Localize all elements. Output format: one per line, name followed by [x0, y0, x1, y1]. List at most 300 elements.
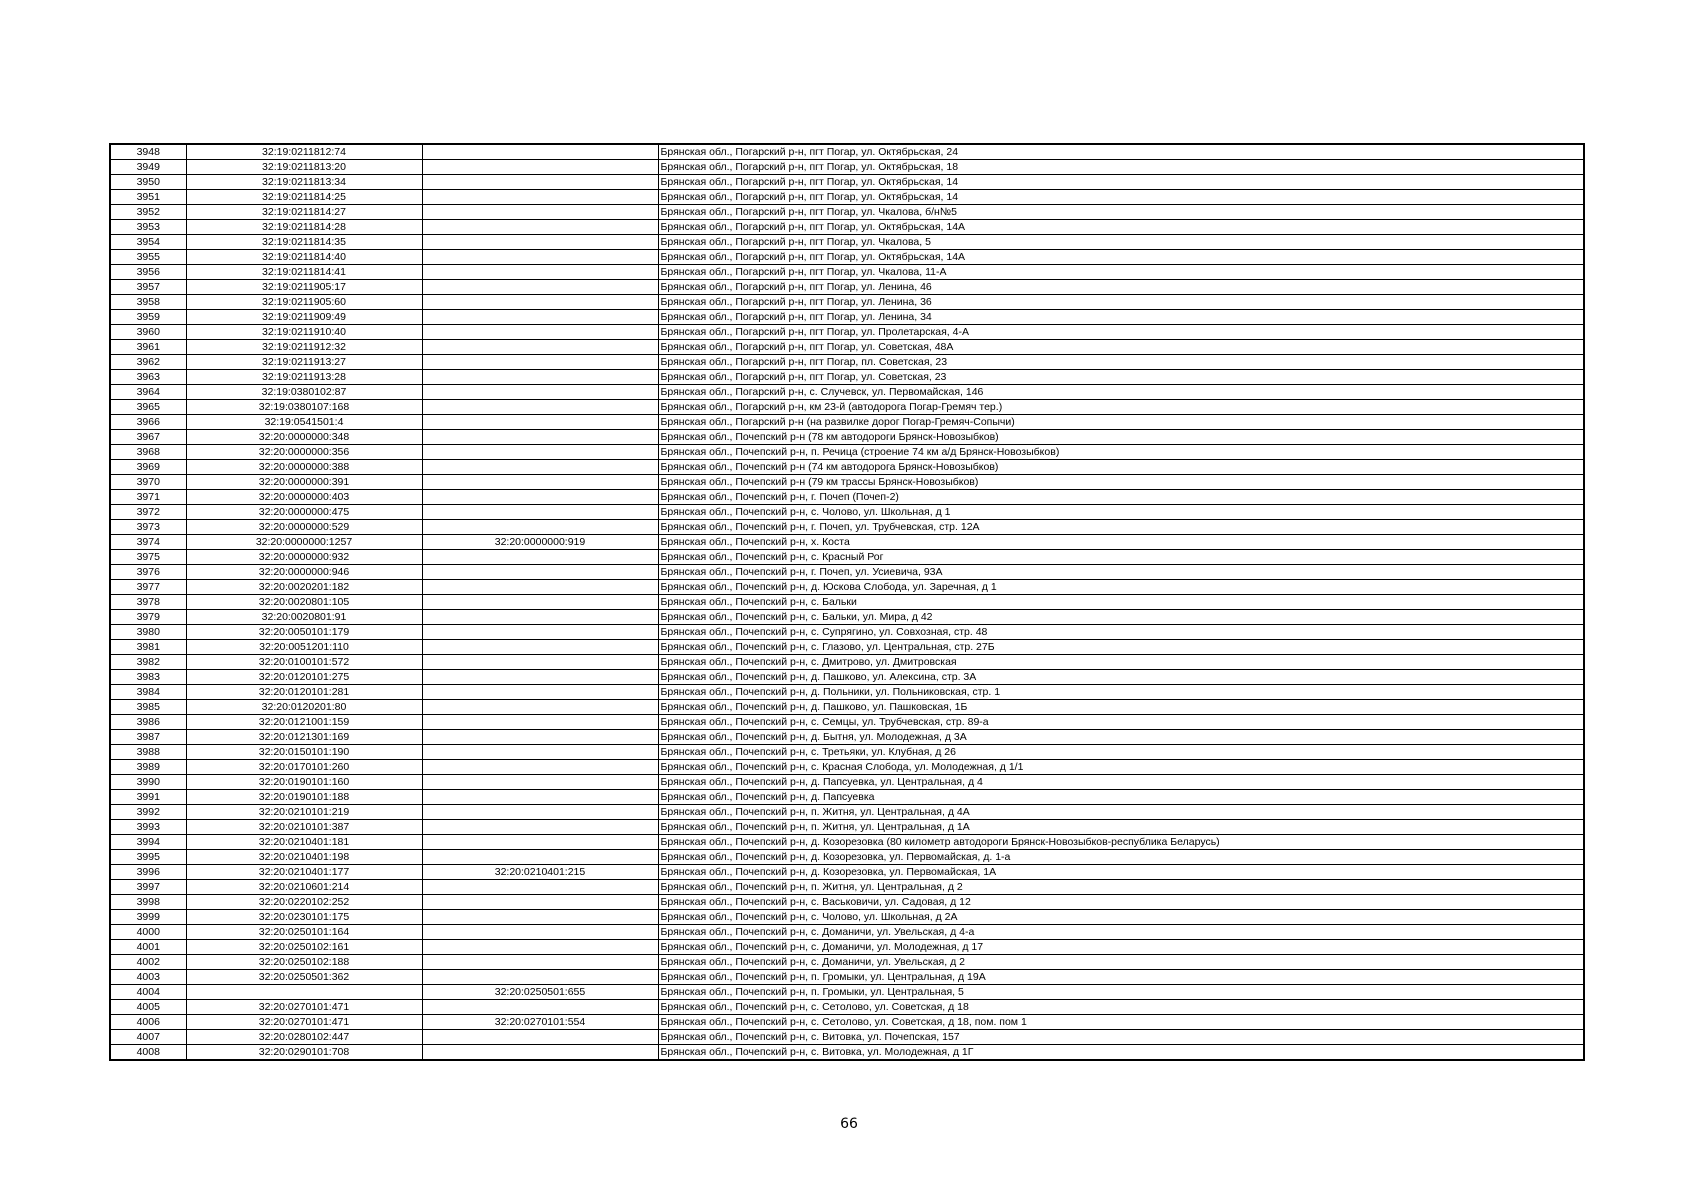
row-number-cell: 3987	[110, 730, 186, 745]
row-number-cell: 4007	[110, 1030, 186, 1045]
address-cell: Брянская обл., Погарский р-н, пгт Погар, ул. Октябрьская, 14А	[658, 220, 1584, 235]
address-cell: Брянская обл., Почепский р-н (79 км трассы Брянск-Новозыбков)	[658, 475, 1584, 490]
row-number-cell: 3961	[110, 340, 186, 355]
row-number-cell: 3994	[110, 835, 186, 850]
cadastral-number-cell: 32:20:0220102:252	[186, 895, 422, 910]
table-row	[110, 655, 1584, 670]
row-number-cell: 4005	[110, 1000, 186, 1015]
registry-table-body	[110, 144, 1584, 1060]
row-number-cell: 3986	[110, 715, 186, 730]
row-number-cell: 3956	[110, 265, 186, 280]
secondary-cadastral-number-cell	[422, 880, 658, 895]
cadastral-number-cell: 32:20:0250101:164	[186, 925, 422, 940]
address-cell: Брянская обл., Почепский р-н, с. Семцы, ул. Трубчевская, стр. 89-а	[658, 715, 1584, 730]
cadastral-number-cell: 32:20:0120101:281	[186, 685, 422, 700]
table-row	[110, 820, 1584, 835]
table-row	[110, 175, 1584, 190]
table-row	[110, 970, 1584, 985]
cadastral-number-cell: 32:20:0210101:387	[186, 820, 422, 835]
row-number-cell: 3998	[110, 895, 186, 910]
cadastral-number-cell: 32:20:0000000:1257	[186, 535, 422, 550]
address-cell: Брянская обл., Почепский р-н, с. Сетолово, ул. Советская, д 18	[658, 1000, 1584, 1015]
table-row	[110, 550, 1584, 565]
secondary-cadastral-number-cell	[422, 144, 658, 160]
table-row	[110, 715, 1584, 730]
secondary-cadastral-number-cell	[422, 700, 658, 715]
table-row	[110, 400, 1584, 415]
row-number-cell: 4003	[110, 970, 186, 985]
table-row	[110, 745, 1584, 760]
cadastral-number-cell: 32:20:0210101:219	[186, 805, 422, 820]
table-row	[110, 430, 1584, 445]
secondary-cadastral-number-cell	[422, 1030, 658, 1045]
cadastral-number-cell: 32:20:0000000:946	[186, 565, 422, 580]
secondary-cadastral-number-cell: 32:20:0000000:919	[422, 535, 658, 550]
table-row	[110, 760, 1584, 775]
row-number-cell: 3952	[110, 205, 186, 220]
row-number-cell: 3974	[110, 535, 186, 550]
secondary-cadastral-number-cell	[422, 385, 658, 400]
page-number: 66	[840, 1116, 858, 1132]
secondary-cadastral-number-cell: 32:20:0210401:215	[422, 865, 658, 880]
cadastral-number-cell: 32:20:0210401:198	[186, 850, 422, 865]
cadastral-number-cell: 32:20:0120201:80	[186, 700, 422, 715]
row-number-cell: 3995	[110, 850, 186, 865]
row-number-cell: 3954	[110, 235, 186, 250]
row-number-cell: 3971	[110, 490, 186, 505]
row-number-cell: 3967	[110, 430, 186, 445]
cadastral-number-cell: 32:20:0210601:214	[186, 880, 422, 895]
row-number-cell: 3964	[110, 385, 186, 400]
address-cell: Брянская обл., Почепский р-н, г. Почеп, ул. Усиевича, 93А	[658, 565, 1584, 580]
address-cell: Брянская обл., Почепский р-н, с. Чолово, ул. Школьная, д 2А	[658, 910, 1584, 925]
cadastral-number-cell: 32:19:0211912:32	[186, 340, 422, 355]
address-cell: Брянская обл., Погарский р-н, пгт Погар, пл. Советская, 23	[658, 355, 1584, 370]
row-number-cell: 3981	[110, 640, 186, 655]
row-number-cell: 3977	[110, 580, 186, 595]
secondary-cadastral-number-cell	[422, 280, 658, 295]
address-cell: Брянская обл., Почепский р-н, п. Громыки, ул. Центральная, д 19А	[658, 970, 1584, 985]
cadastral-number-cell: 32:20:0280102:447	[186, 1030, 422, 1045]
address-cell: Брянская обл., Почепский р-н, д. Пашково, ул. Алексина, стр. 3А	[658, 670, 1584, 685]
secondary-cadastral-number-cell	[422, 940, 658, 955]
secondary-cadastral-number-cell	[422, 190, 658, 205]
cadastral-number-cell: 32:20:0270101:471	[186, 1015, 422, 1030]
secondary-cadastral-number-cell	[422, 220, 658, 235]
secondary-cadastral-number-cell	[422, 595, 658, 610]
address-cell: Брянская обл., Почепский р-н (78 км автодороги Брянск-Новозыбков)	[658, 430, 1584, 445]
row-number-cell: 3975	[110, 550, 186, 565]
row-number-cell: 3996	[110, 865, 186, 880]
address-cell: Брянская обл., Почепский р-н, д. Польники, ул. Польниковская, стр. 1	[658, 685, 1584, 700]
secondary-cadastral-number-cell	[422, 775, 658, 790]
row-number-cell: 3992	[110, 805, 186, 820]
table-row	[110, 700, 1584, 715]
secondary-cadastral-number-cell	[422, 625, 658, 640]
secondary-cadastral-number-cell	[422, 400, 658, 415]
address-cell: Брянская обл., Почепский р-н (74 км автодорога Брянск-Новозыбков)	[658, 460, 1584, 475]
row-number-cell: 3966	[110, 415, 186, 430]
table-row	[110, 160, 1584, 175]
table-row	[110, 535, 1584, 550]
secondary-cadastral-number-cell	[422, 325, 658, 340]
row-number-cell: 3976	[110, 565, 186, 580]
address-cell: Брянская обл., Погарский р-н, с. Случевск, ул. Первомайская, 146	[658, 385, 1584, 400]
secondary-cadastral-number-cell	[422, 235, 658, 250]
table-row	[110, 1000, 1584, 1015]
address-cell: Брянская обл., Погарский р-н, пгт Погар, ул. Пролетарская, 4-А	[658, 325, 1584, 340]
cadastral-number-cell: 32:20:0000000:932	[186, 550, 422, 565]
secondary-cadastral-number-cell	[422, 955, 658, 970]
address-cell: Брянская обл., Почепский р-н, с. Третьяки, ул. Клубная, д 26	[658, 745, 1584, 760]
secondary-cadastral-number-cell	[422, 805, 658, 820]
secondary-cadastral-number-cell: 32:20:0270101:554	[422, 1015, 658, 1030]
cadastral-number-cell: 32:20:0250501:362	[186, 970, 422, 985]
cadastral-number-cell: 32:20:0230101:175	[186, 910, 422, 925]
secondary-cadastral-number-cell	[422, 550, 658, 565]
secondary-cadastral-number-cell	[422, 925, 658, 940]
secondary-cadastral-number-cell	[422, 175, 658, 190]
secondary-cadastral-number-cell	[422, 715, 658, 730]
table-row	[110, 250, 1584, 265]
cadastral-number-cell	[186, 985, 422, 1000]
table-row	[110, 490, 1584, 505]
table-row	[110, 640, 1584, 655]
secondary-cadastral-number-cell	[422, 460, 658, 475]
secondary-cadastral-number-cell	[422, 430, 658, 445]
table-row	[110, 370, 1584, 385]
address-cell: Брянская обл., Погарский р-н, пгт Погар, ул. Октябрьская, 14	[658, 175, 1584, 190]
cadastral-number-cell: 32:19:0211913:27	[186, 355, 422, 370]
row-number-cell: 3969	[110, 460, 186, 475]
row-number-cell: 3948	[110, 144, 186, 160]
row-number-cell: 3988	[110, 745, 186, 760]
address-cell: Брянская обл., Почепский р-н, с. Васьковичи, ул. Садовая, д 12	[658, 895, 1584, 910]
address-cell: Брянская обл., Почепский р-н, х. Коста	[658, 535, 1584, 550]
table-row	[110, 310, 1584, 325]
address-cell: Брянская обл., Почепский р-н, с. Сетолово, ул. Советская, д 18, пом. пом 1	[658, 1015, 1584, 1030]
table-row	[110, 685, 1584, 700]
secondary-cadastral-number-cell	[422, 640, 658, 655]
table-row	[110, 565, 1584, 580]
table-row	[110, 280, 1584, 295]
address-cell: Брянская обл., Погарский р-н, пгт Погар, ул. Ленина, 36	[658, 295, 1584, 310]
row-number-cell: 3990	[110, 775, 186, 790]
secondary-cadastral-number-cell	[422, 610, 658, 625]
address-cell: Брянская обл., Почепский р-н, п. Громыки, ул. Центральная, 5	[658, 985, 1584, 1000]
cadastral-number-cell: 32:20:0020801:91	[186, 610, 422, 625]
cadastral-number-cell: 32:19:0211814:40	[186, 250, 422, 265]
cadastral-number-cell: 32:19:0211909:49	[186, 310, 422, 325]
table-row	[110, 790, 1584, 805]
cadastral-number-cell: 32:20:0000000:475	[186, 505, 422, 520]
address-cell: Брянская обл., Почепский р-н, с. Дмитрово, ул. Дмитровская	[658, 655, 1584, 670]
table-row	[110, 940, 1584, 955]
address-cell: Брянская обл., Погарский р-н, пгт Погар, ул. Чкалова, 11-А	[658, 265, 1584, 280]
row-number-cell: 4006	[110, 1015, 186, 1030]
cadastral-number-cell: 32:19:0211913:28	[186, 370, 422, 385]
secondary-cadastral-number-cell	[422, 580, 658, 595]
address-cell: Брянская обл., Почепский р-н, с. Глазово, ул. Центральная, стр. 27Б	[658, 640, 1584, 655]
table-row	[110, 340, 1584, 355]
table-row	[110, 865, 1584, 880]
row-number-cell: 3982	[110, 655, 186, 670]
secondary-cadastral-number-cell	[422, 970, 658, 985]
cadastral-number-cell: 32:20:0020201:182	[186, 580, 422, 595]
cadastral-number-cell: 32:20:0000000:348	[186, 430, 422, 445]
row-number-cell: 4000	[110, 925, 186, 940]
row-number-cell: 3962	[110, 355, 186, 370]
table-row	[110, 220, 1584, 235]
address-cell: Брянская обл., Почепский р-н, д. Папсуевка	[658, 790, 1584, 805]
cadastral-number-cell: 32:20:0270101:471	[186, 1000, 422, 1015]
row-number-cell: 3968	[110, 445, 186, 460]
table-row	[110, 355, 1584, 370]
row-number-cell: 3955	[110, 250, 186, 265]
cadastral-number-cell: 32:20:0000000:403	[186, 490, 422, 505]
secondary-cadastral-number-cell	[422, 295, 658, 310]
table-row	[110, 1015, 1584, 1030]
row-number-cell: 3983	[110, 670, 186, 685]
cadastral-number-cell: 32:20:0170101:260	[186, 760, 422, 775]
address-cell: Брянская обл., Погарский р-н, км 23-й (автодорога Погар-Гремяч тер.)	[658, 400, 1584, 415]
table-row	[110, 295, 1584, 310]
secondary-cadastral-number-cell	[422, 835, 658, 850]
cadastral-number-cell: 32:19:0380107:168	[186, 400, 422, 415]
address-cell: Брянская обл., Погарский р-н, пгт Погар, ул. Октябрьская, 14	[658, 190, 1584, 205]
cadastral-number-cell: 32:19:0211814:25	[186, 190, 422, 205]
secondary-cadastral-number-cell	[422, 265, 658, 280]
secondary-cadastral-number-cell	[422, 895, 658, 910]
secondary-cadastral-number-cell	[422, 310, 658, 325]
secondary-cadastral-number-cell	[422, 685, 658, 700]
secondary-cadastral-number-cell	[422, 760, 658, 775]
row-number-cell: 4008	[110, 1045, 186, 1061]
address-cell: Брянская обл., Погарский р-н, пгт Погар, ул. Октябрьская, 24	[658, 144, 1584, 160]
cadastral-number-cell: 32:19:0211814:41	[186, 265, 422, 280]
cadastral-number-cell: 32:20:0050101:179	[186, 625, 422, 640]
table-row	[110, 1045, 1584, 1061]
row-number-cell: 3970	[110, 475, 186, 490]
address-cell: Брянская обл., Погарский р-н, пгт Погар, ул. Советская, 48А	[658, 340, 1584, 355]
secondary-cadastral-number-cell	[422, 910, 658, 925]
table-row	[110, 835, 1584, 850]
row-number-cell: 3993	[110, 820, 186, 835]
row-number-cell: 3965	[110, 400, 186, 415]
row-number-cell: 3991	[110, 790, 186, 805]
table-row	[110, 460, 1584, 475]
row-number-cell: 3951	[110, 190, 186, 205]
table-row	[110, 670, 1584, 685]
cadastral-number-cell: 32:20:0210401:181	[186, 835, 422, 850]
secondary-cadastral-number-cell	[422, 445, 658, 460]
row-number-cell: 4004	[110, 985, 186, 1000]
row-number-cell: 3972	[110, 505, 186, 520]
address-cell: Брянская обл., Погарский р-н, пгт Погар, ул. Ленина, 34	[658, 310, 1584, 325]
table-row	[110, 595, 1584, 610]
cadastral-number-cell: 32:20:0000000:356	[186, 445, 422, 460]
table-row	[110, 415, 1584, 430]
cadastral-number-cell: 32:20:0150101:190	[186, 745, 422, 760]
row-number-cell: 3949	[110, 160, 186, 175]
cadastral-number-cell: 32:20:0121301:169	[186, 730, 422, 745]
cadastral-number-cell: 32:20:0100101:572	[186, 655, 422, 670]
table-row	[110, 925, 1584, 940]
address-cell: Брянская обл., Почепский р-н, д. Пашково, ул. Пашковская, 1Б	[658, 700, 1584, 715]
secondary-cadastral-number-cell	[422, 520, 658, 535]
cadastral-number-cell: 32:20:0121001:159	[186, 715, 422, 730]
address-cell: Брянская обл., Почепский р-н, д. Юскова Слобода, ул. Заречная, д 1	[658, 580, 1584, 595]
cadastral-number-cell: 32:19:0211905:60	[186, 295, 422, 310]
address-cell: Брянская обл., Почепский р-н, д. Козорезовка (80 километр автодороги Брянск-Новозыбков-республика Беларусь)	[658, 835, 1584, 850]
secondary-cadastral-number-cell	[422, 490, 658, 505]
row-number-cell: 3989	[110, 760, 186, 775]
cadastral-number-cell: 32:19:0380102:87	[186, 385, 422, 400]
row-number-cell: 3953	[110, 220, 186, 235]
cadastral-number-cell: 32:20:0000000:391	[186, 475, 422, 490]
table-row	[110, 325, 1584, 340]
address-cell: Брянская обл., Почепский р-н, д. Бытня, ул. Молодежная, д 3А	[658, 730, 1584, 745]
address-cell: Брянская обл., Почепский р-н, п. Житня, ул. Центральная, д 1А	[658, 820, 1584, 835]
cadastral-number-cell: 32:20:0290101:708	[186, 1045, 422, 1061]
table-row	[110, 610, 1584, 625]
address-cell: Брянская обл., Почепский р-н, с. Доманичи, ул. Увельская, д 4-а	[658, 925, 1584, 940]
address-cell: Брянская обл., Почепский р-н, д. Козорезовка, ул. Первомайская, 1А	[658, 865, 1584, 880]
table-row	[110, 190, 1584, 205]
row-number-cell: 3985	[110, 700, 186, 715]
cadastral-number-cell: 32:19:0211814:28	[186, 220, 422, 235]
table-row	[110, 475, 1584, 490]
cadastral-number-cell: 32:20:0210401:177	[186, 865, 422, 880]
table-row	[110, 235, 1584, 250]
address-cell: Брянская обл., Почепский р-н, с. Бальки	[658, 595, 1584, 610]
address-cell: Брянская обл., Погарский р-н, пгт Погар, ул. Чкалова, 5	[658, 235, 1584, 250]
table-row	[110, 910, 1584, 925]
secondary-cadastral-number-cell	[422, 655, 658, 670]
address-cell: Брянская обл., Почепский р-н, с. Витовка, ул. Молодежная, д 1Г	[658, 1045, 1584, 1061]
table-row	[110, 985, 1584, 1000]
row-number-cell: 4001	[110, 940, 186, 955]
table-row	[110, 850, 1584, 865]
table-row	[110, 520, 1584, 535]
table-row	[110, 505, 1584, 520]
row-number-cell: 3958	[110, 295, 186, 310]
address-cell: Брянская обл., Почепский р-н, г. Почеп (Почеп-2)	[658, 490, 1584, 505]
secondary-cadastral-number-cell	[422, 1045, 658, 1061]
row-number-cell: 3997	[110, 880, 186, 895]
row-number-cell: 3978	[110, 595, 186, 610]
row-number-cell: 3959	[110, 310, 186, 325]
table-row	[110, 730, 1584, 745]
row-number-cell: 3980	[110, 625, 186, 640]
cadastral-number-cell: 32:20:0020801:105	[186, 595, 422, 610]
secondary-cadastral-number-cell	[422, 850, 658, 865]
address-cell: Брянская обл., Погарский р-н, пгт Погар, ул. Ленина, 46	[658, 280, 1584, 295]
cadastral-number-cell: 32:20:0000000:529	[186, 520, 422, 535]
table-row	[110, 775, 1584, 790]
row-number-cell: 3973	[110, 520, 186, 535]
secondary-cadastral-number-cell	[422, 820, 658, 835]
row-number-cell: 3999	[110, 910, 186, 925]
address-cell: Брянская обл., Почепский р-н, с. Чолово, ул. Школьная, д 1	[658, 505, 1584, 520]
row-number-cell: 3960	[110, 325, 186, 340]
row-number-cell: 3950	[110, 175, 186, 190]
address-cell: Брянская обл., Погарский р-н, пгт Погар, ул. Чкалова, б/н№5	[658, 205, 1584, 220]
cadastral-number-cell: 32:19:0211905:17	[186, 280, 422, 295]
table-row	[110, 625, 1584, 640]
row-number-cell: 3984	[110, 685, 186, 700]
table-row	[110, 385, 1584, 400]
secondary-cadastral-number-cell	[422, 730, 658, 745]
table-row	[110, 265, 1584, 280]
address-cell: Брянская обл., Почепский р-н, г. Почеп, ул. Трубчевская, стр. 12А	[658, 520, 1584, 535]
row-number-cell: 3957	[110, 280, 186, 295]
address-cell: Брянская обл., Почепский р-н, с. Витовка, ул. Почепская, 157	[658, 1030, 1584, 1045]
secondary-cadastral-number-cell	[422, 355, 658, 370]
table-row	[110, 805, 1584, 820]
address-cell: Брянская обл., Почепский р-н, д. Козорезовка, ул. Первомайская, д. 1-а	[658, 850, 1584, 865]
cadastral-number-cell: 32:20:0000000:388	[186, 460, 422, 475]
secondary-cadastral-number-cell	[422, 670, 658, 685]
table-row	[110, 895, 1584, 910]
table-row	[110, 1030, 1584, 1045]
secondary-cadastral-number-cell	[422, 205, 658, 220]
cadastral-number-cell: 32:19:0541501:4	[186, 415, 422, 430]
secondary-cadastral-number-cell	[422, 160, 658, 175]
address-cell: Брянская обл., Почепский р-н, с. Красный Рог	[658, 550, 1584, 565]
row-number-cell: 3963	[110, 370, 186, 385]
cadastral-number-cell: 32:20:0190101:160	[186, 775, 422, 790]
address-cell: Брянская обл., Погарский р-н (на развилке дорог Погар-Гремяч-Сопычи)	[658, 415, 1584, 430]
address-cell: Брянская обл., Погарский р-н, пгт Погар, ул. Октябрьская, 14А	[658, 250, 1584, 265]
cadastral-number-cell: 32:19:0211812:74	[186, 144, 422, 160]
row-number-cell: 4002	[110, 955, 186, 970]
secondary-cadastral-number-cell	[422, 565, 658, 580]
address-cell: Брянская обл., Погарский р-н, пгт Погар, ул. Советская, 23	[658, 370, 1584, 385]
cadastral-number-cell: 32:20:0250102:188	[186, 955, 422, 970]
address-cell: Брянская обл., Почепский р-н, д. Папсуевка, ул. Центральная, д 4	[658, 775, 1584, 790]
address-cell: Брянская обл., Почепский р-н, с. Доманичи, ул. Молодежная, д 17	[658, 940, 1584, 955]
secondary-cadastral-number-cell	[422, 505, 658, 520]
registry-table	[109, 143, 1585, 1061]
table-row	[110, 445, 1584, 460]
address-cell: Брянская обл., Почепский р-н, с. Красная Слобода, ул. Молодежная, д 1/1	[658, 760, 1584, 775]
address-cell: Брянская обл., Почепский р-н, п. Речица (строение 74 км а/д Брянск-Новозыбков)	[658, 445, 1584, 460]
secondary-cadastral-number-cell	[422, 475, 658, 490]
cadastral-number-cell: 32:19:0211910:40	[186, 325, 422, 340]
secondary-cadastral-number-cell	[422, 250, 658, 265]
cadastral-number-cell: 32:19:0211813:20	[186, 160, 422, 175]
cadastral-number-cell: 32:20:0190101:188	[186, 790, 422, 805]
table-row	[110, 880, 1584, 895]
secondary-cadastral-number-cell: 32:20:0250501:655	[422, 985, 658, 1000]
address-cell: Брянская обл., Почепский р-н, с. Бальки, ул. Мира, д 42	[658, 610, 1584, 625]
cadastral-number-cell: 32:20:0120101:275	[186, 670, 422, 685]
table-row	[110, 955, 1584, 970]
secondary-cadastral-number-cell	[422, 370, 658, 385]
address-cell: Брянская обл., Почепский р-н, с. Доманичи, ул. Увельская, д 2	[658, 955, 1584, 970]
address-cell: Брянская обл., Почепский р-н, п. Житня, ул. Центральная, д 2	[658, 880, 1584, 895]
address-cell: Брянская обл., Погарский р-н, пгт Погар, ул. Октябрьская, 18	[658, 160, 1584, 175]
secondary-cadastral-number-cell	[422, 415, 658, 430]
secondary-cadastral-number-cell	[422, 340, 658, 355]
secondary-cadastral-number-cell	[422, 1000, 658, 1015]
cadastral-number-cell: 32:19:0211813:34	[186, 175, 422, 190]
table-row	[110, 205, 1584, 220]
cadastral-number-cell: 32:19:0211814:27	[186, 205, 422, 220]
table-row	[110, 144, 1584, 160]
secondary-cadastral-number-cell	[422, 790, 658, 805]
